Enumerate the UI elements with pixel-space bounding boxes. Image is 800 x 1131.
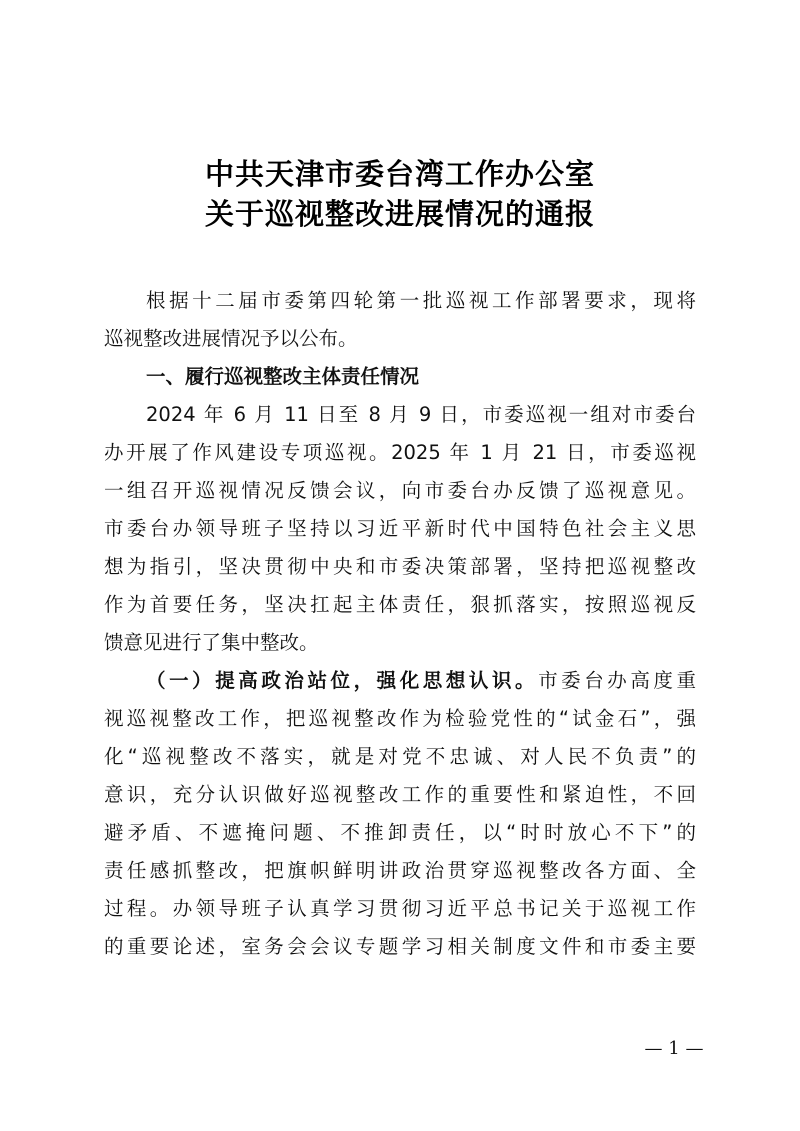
paragraph-line: 2024 年 6 月 11 日至 8 月 9 日，市委巡视一组对市委台 <box>146 403 696 426</box>
paragraph-line: 意识，充分认识做好巡视整改工作的重要性和紧迫性，不回 <box>104 783 696 806</box>
paragraph-line: 一组召开巡视情况反馈会议，向市委台办反馈了巡视意见。 <box>104 479 696 502</box>
paragraph-line: 化“巡视整改不落实，就是对党不忠诚、对人民不负责”的 <box>104 745 696 768</box>
document-body <box>104 282 698 966</box>
paragraph-line: 的重要论述，室务会会议专题学习相关制度文件和市委主要 <box>104 935 696 958</box>
intro-line-1: 根据十二届市委第四轮第一批巡视工作部署要求，现将 <box>146 289 696 312</box>
subsection-heading: （一）提高政治站位，强化思想认识。 <box>146 669 539 692</box>
paragraph-line: 市委台办领导班子坚持以习近平新时代中国特色社会主义思 <box>104 517 696 540</box>
paragraph-line: 办开展了作风建设专项巡视。2025 年 1 月 21 日，市委巡视 <box>104 441 696 464</box>
paragraph-line: 馈意见进行了集中整改。 <box>104 631 319 654</box>
subsection-first-line <box>104 662 696 700</box>
section-heading: 一、履行巡视整改主体责任情况 <box>146 365 420 388</box>
subsection-text: 市委台办高度重 <box>538 669 696 692</box>
document-title-line-2: 关于巡视整改进展情况的通报 <box>204 197 595 231</box>
paragraph-line: 想为指引，坚决贯彻中央和市委决策部署，坚持把巡视整改 <box>104 555 696 578</box>
paragraph-line: 视巡视整改工作，把巡视整改作为检验党性的“试金石”，强 <box>104 707 696 730</box>
intro-line-2: 巡视整改进展情况予以公布。 <box>104 327 358 350</box>
document-title-line-1: 中共天津市委台湾工作办公室 <box>204 157 595 191</box>
paragraph-line: 避矛盾、不遮掩问题、不推卸责任，以“时时放心不下”的 <box>104 821 696 844</box>
page-number: — 1 — <box>644 1038 704 1059</box>
paragraph-line: 过程。办领导班子认真学习贯彻习近平总书记关于巡视工作 <box>104 897 696 920</box>
paragraph-line: 责任感抓整改，把旗帜鲜明讲政治贯穿巡视整改各方面、全 <box>104 859 696 882</box>
paragraph-line: 作为首要任务，坚决扛起主体责任，狠抓落实，按照巡视反 <box>104 593 696 616</box>
